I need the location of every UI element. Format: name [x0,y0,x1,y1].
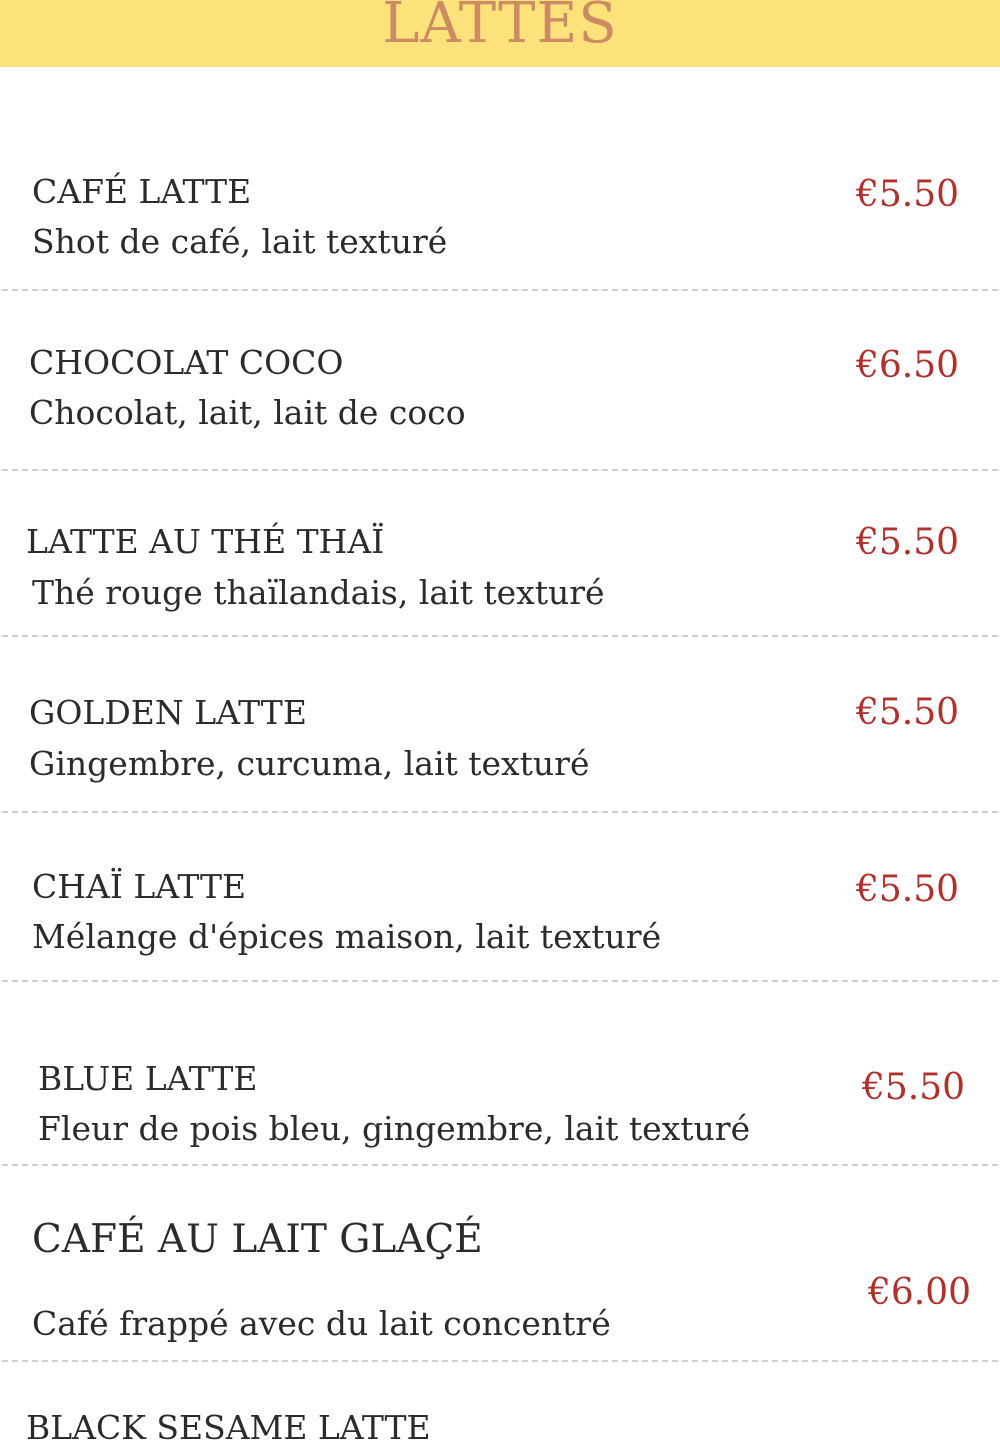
item-name: CHOCOLAT COCO [29,343,344,382]
item-price: €5.50 [862,1067,966,1108]
item-name: BLACK SESAME LATTE [26,1408,431,1447]
divider [2,980,998,982]
item-description: Chocolat, lait, lait de coco [29,393,466,432]
item-price: €6.50 [856,345,960,386]
item-name: BLUE LATTE [38,1059,258,1098]
divider [2,1360,998,1362]
item-name: GOLDEN LATTE [29,693,307,732]
item-description: Shot de café, lait texturé [32,222,448,261]
item-name: LATTE AU THÉ THAÏ [26,522,385,561]
item-description: Gingembre, curcuma, lait texturé [29,744,590,783]
divider [2,289,998,291]
item-name: CAFÉ LATTE [32,172,252,211]
item-price: €5.50 [856,174,960,215]
divider [2,635,998,637]
item-price: €5.50 [856,522,960,563]
divider [2,469,998,471]
item-description: Thé rouge thaïlandais, lait texturé [32,573,605,612]
item-name: CAFÉ AU LAIT GLAÇÉ [32,1217,483,1262]
item-description: Fleur de pois bleu, gingembre, lait texturé [38,1109,751,1148]
divider [2,811,998,813]
item-name: CHAÏ LATTE [32,867,247,906]
item-price: €5.50 [856,869,960,910]
item-price: €6.00 [868,1272,972,1313]
item-description: Café frappé avec du lait concentré [32,1304,611,1343]
section-header [0,0,1000,67]
item-description: Mélange d'épices maison, lait texturé [32,917,662,956]
divider [2,1164,998,1166]
section-title: LATTES [382,0,618,56]
item-price: €5.50 [856,692,960,733]
